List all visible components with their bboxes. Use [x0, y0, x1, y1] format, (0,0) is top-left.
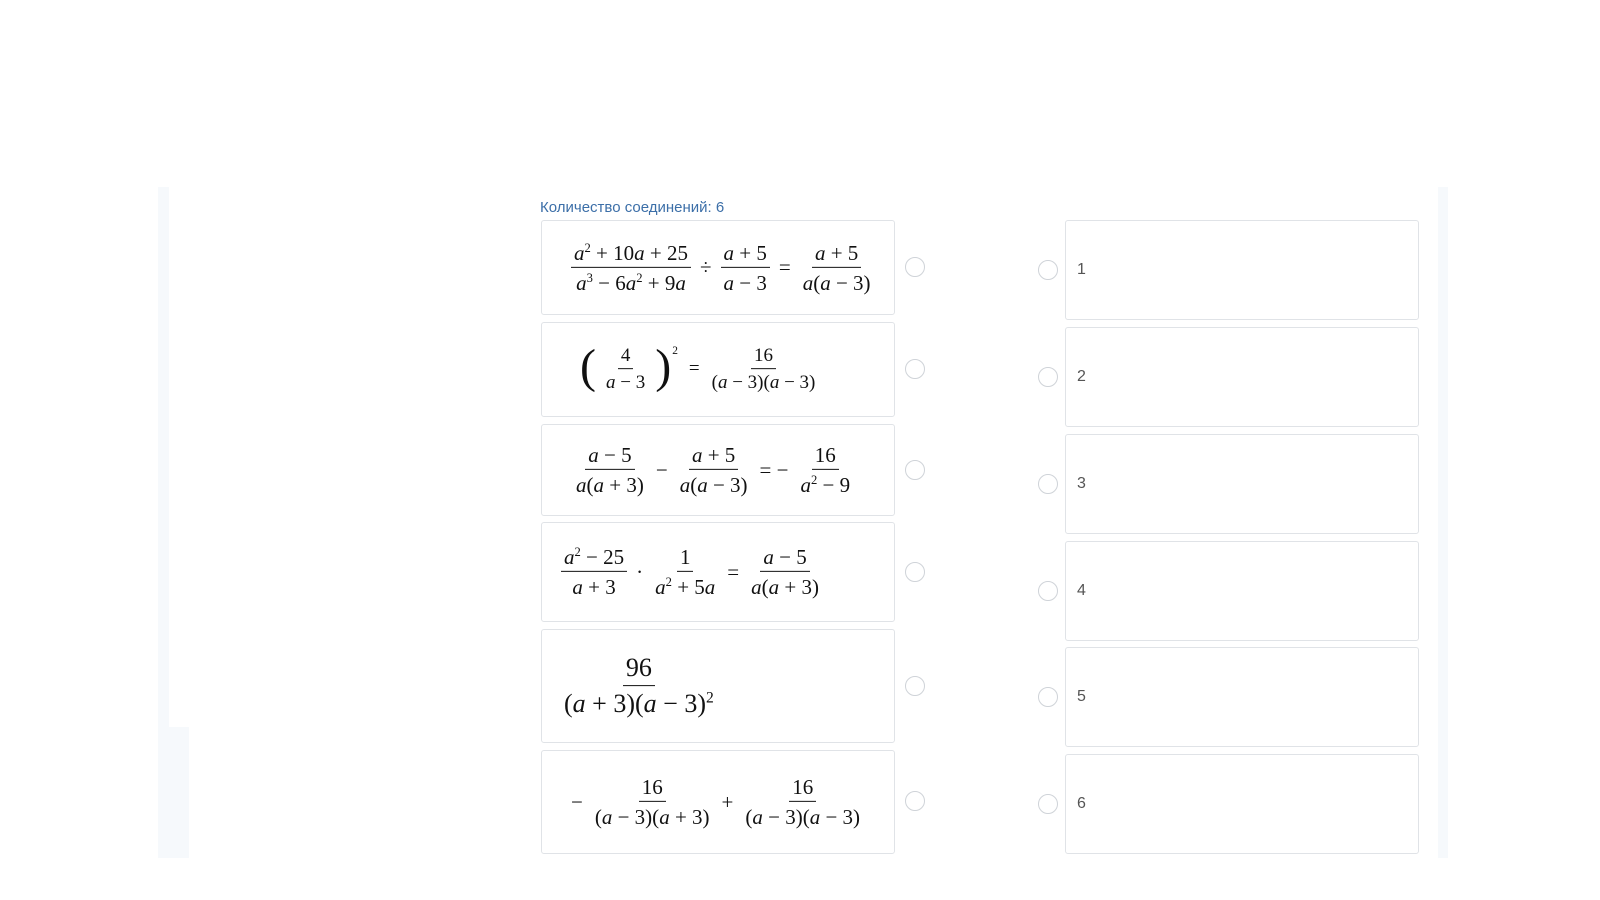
radio-circle-icon[interactable]	[1038, 474, 1058, 494]
answer-label: 5	[1077, 688, 1086, 705]
expression-card-5[interactable]	[541, 629, 895, 743]
expression-card-6[interactable]	[541, 750, 895, 854]
expression-card-2[interactable]	[541, 322, 895, 417]
radio-circle-icon[interactable]	[905, 676, 925, 696]
expression-card-4[interactable]	[541, 522, 895, 622]
expression-card-1[interactable]	[541, 220, 895, 315]
radio-circle-icon[interactable]	[1038, 260, 1058, 280]
radio-circle-icon[interactable]	[1038, 367, 1058, 387]
answer-card-3[interactable]	[1065, 434, 1419, 534]
answer-label: 3	[1077, 475, 1086, 492]
expression-1-formula: $\frac{a^2 + 10a + 25}{a^3 - 6a^2 + 9a}$ ÷ $\frac{a + 5}{a - 3}$ = $\frac{a + 5}{a(a - 3)}$	[569, 240, 876, 294]
radio-circle-icon[interactable]	[1038, 794, 1058, 814]
radio-circle-icon[interactable]	[905, 359, 925, 379]
left-side-band	[158, 727, 189, 858]
radio-circle-icon[interactable]	[905, 257, 925, 277]
answer-card-2[interactable]	[1065, 327, 1419, 427]
expression-2-formula: ( $\frac{4}{a - 3}$ ) $^2$ = $\frac{16}{(a - 3)(a - 3)}$	[580, 340, 816, 394]
radio-circle-icon[interactable]	[905, 460, 925, 480]
expression-4-formula: $\frac{a^2 - 25}{a + 3}$ · $\frac{1}{a^2 + 5a}$ = $\frac{a - 5}{a(a + 3)}$	[559, 545, 824, 599]
right-side-band	[1438, 187, 1448, 858]
expression-5-formula: $\frac{96}{(a + 3)(a - 3)^2}$	[564, 653, 714, 718]
radio-circle-icon[interactable]	[1038, 581, 1058, 601]
answer-card-5[interactable]	[1065, 647, 1419, 747]
radio-circle-icon[interactable]	[905, 791, 925, 811]
answer-card-4[interactable]	[1065, 541, 1419, 641]
answer-label: 1	[1077, 261, 1086, 278]
answer-card-1[interactable]	[1065, 220, 1419, 320]
radio-circle-icon[interactable]	[905, 562, 925, 582]
expression-card-3[interactable]	[541, 424, 895, 516]
radio-circle-icon[interactable]	[1038, 687, 1058, 707]
left-side-band	[158, 187, 169, 577]
expression-6-formula: − $\frac{16}{(a - 3)(a + 3)}$ + $\frac{16}{(a - 3)(a - 3)}$	[571, 774, 861, 829]
answer-label: 4	[1077, 582, 1086, 599]
answer-label: 6	[1077, 795, 1086, 812]
answer-label: 2	[1077, 368, 1086, 385]
left-side-band	[158, 577, 169, 727]
expression-3-formula: $\frac{a - 5}{a(a + 3)}$ − $\frac{a + 5}{a(a - 3)}$ = − $\frac{16}{a^2 - 9}$	[576, 442, 851, 497]
connections-count-label: Количество соединений: 6	[540, 199, 725, 216]
answer-card-6[interactable]	[1065, 754, 1419, 854]
